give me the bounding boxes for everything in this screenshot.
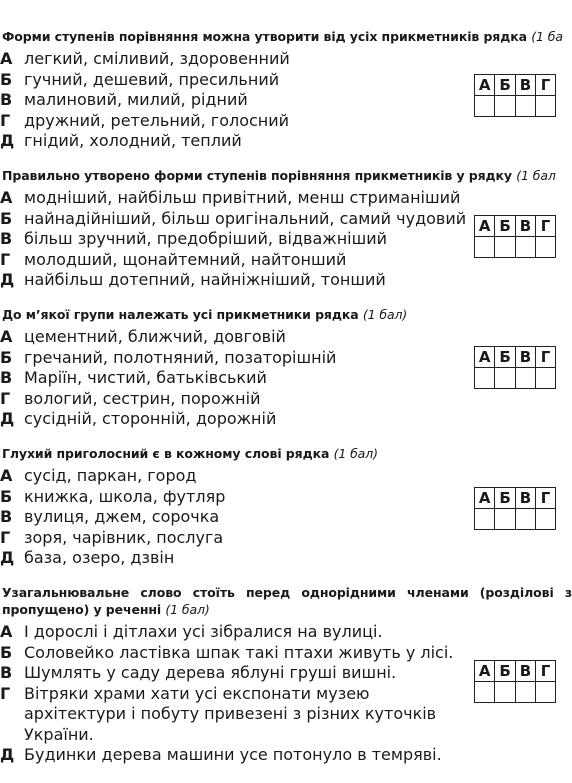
answer-cell[interactable] bbox=[495, 368, 515, 389]
option-a[interactable]: А сусід, паркан, город bbox=[0, 466, 197, 485]
option-d[interactable]: Г молодший, щонайтемний, найтонший bbox=[0, 249, 347, 269]
answer-cell[interactable] bbox=[495, 509, 515, 530]
option-c[interactable]: В Шумлять у саду дерева яблуні груші вишні. bbox=[0, 663, 397, 682]
grid-header-d: Г bbox=[536, 216, 556, 237]
answer-cell[interactable] bbox=[475, 368, 495, 389]
option-d[interactable]: Г Вітряки храми хати усі експонати музею архітектури і побуту привезені з різних куточків України. bbox=[0, 683, 437, 744]
question-title: Узагальнювальне слово стоїть перед однорідними членами (розділові з пропущено) у реченні (1 бал) bbox=[2, 585, 572, 617]
answer-cell[interactable] bbox=[515, 96, 535, 117]
option-d[interactable]: Г зоря, чарівник, послуга bbox=[0, 527, 224, 547]
question-5 bbox=[0, 584, 572, 766]
answer-cell[interactable] bbox=[536, 96, 556, 117]
answer-cell[interactable] bbox=[515, 368, 535, 389]
option-c[interactable]: В Маріїн, чистий, батьківський bbox=[0, 368, 267, 387]
grid-header-c: В bbox=[515, 347, 535, 368]
answer-cell[interactable] bbox=[475, 96, 495, 117]
answer-grid bbox=[474, 487, 556, 530]
grid-header-b: Б bbox=[495, 488, 515, 509]
answer-cell[interactable] bbox=[515, 509, 535, 530]
grid-header-a: А bbox=[475, 488, 495, 509]
answer-cell[interactable] bbox=[475, 682, 495, 703]
option-b[interactable]: Б найнадійніший, більш оригінальний, самий чудовий bbox=[0, 208, 467, 228]
grid-header-b: Б bbox=[495, 75, 515, 96]
grid-header-a: А bbox=[475, 75, 495, 96]
grid-header-b: Б bbox=[495, 661, 515, 682]
grid-header-d: Г bbox=[536, 347, 556, 368]
option-b[interactable]: Б Соловейко ластівка шпак такі птахи живуть у лісі. bbox=[0, 642, 454, 662]
option-c[interactable]: В малиновий, милий, рідний bbox=[0, 90, 248, 109]
option-e[interactable]: Д Будинки дерева машини усе потонуло в темряві. bbox=[0, 745, 442, 764]
answer-cell[interactable] bbox=[495, 682, 515, 703]
grid-header-a: А bbox=[475, 661, 495, 682]
grid-header-b: Б bbox=[495, 347, 515, 368]
option-e[interactable]: Д база, озеро, дзвін bbox=[0, 548, 175, 567]
answer-cell[interactable] bbox=[536, 509, 556, 530]
question-4 bbox=[0, 445, 556, 569]
answer-cell[interactable] bbox=[495, 237, 515, 258]
question-title: Правильно утворено форми ступенів порівняння прикметників у рядку (1 бал bbox=[2, 168, 556, 183]
answer-grid bbox=[474, 660, 556, 703]
answer-cell[interactable] bbox=[475, 237, 495, 258]
option-b[interactable]: Б гречаний, полотняний, позаторішній bbox=[0, 347, 337, 367]
grid-header-a: А bbox=[475, 347, 495, 368]
option-c[interactable]: В більш зручний, предобріший, відважніший bbox=[0, 229, 388, 248]
grid-header-c: В bbox=[515, 488, 535, 509]
answer-cell[interactable] bbox=[495, 96, 515, 117]
option-e[interactable]: Д сусідній, сторонній, дорожній bbox=[0, 409, 277, 428]
grid-header-d: Г bbox=[536, 488, 556, 509]
option-b[interactable]: Б гучний, дешевий, пресильний bbox=[0, 69, 280, 89]
answer-grid bbox=[474, 346, 556, 389]
answer-cell[interactable] bbox=[536, 682, 556, 703]
grid-header-c: В bbox=[515, 216, 535, 237]
option-d[interactable]: Г дружний, ретельний, голосний bbox=[0, 110, 290, 130]
option-a[interactable]: А цементний, ближчий, довговій bbox=[0, 327, 286, 346]
option-a[interactable]: А модніший, найбільш привітний, менш стриманіший bbox=[0, 188, 461, 207]
answer-cell[interactable] bbox=[536, 368, 556, 389]
question-3 bbox=[0, 306, 556, 430]
question-title: До м’якої групи належать усі прикметники рядка (1 бал) bbox=[2, 307, 408, 322]
grid-header-c: В bbox=[515, 661, 535, 682]
option-a[interactable]: А легкий, сміливий, здоровенний bbox=[0, 49, 290, 68]
option-e[interactable]: Д найбільш дотепний, найніжніший, тонший bbox=[0, 270, 386, 289]
option-c[interactable]: В вулиця, джем, сорочка bbox=[0, 507, 220, 526]
grid-header-c: В bbox=[515, 75, 535, 96]
answer-grid bbox=[474, 215, 556, 258]
option-a[interactable]: А І дорослі і дітлахи усі зібралися на вулиці. bbox=[0, 622, 383, 641]
question-1 bbox=[0, 28, 563, 152]
grid-header-d: Г bbox=[536, 661, 556, 682]
grid-header-b: Б bbox=[495, 216, 515, 237]
answer-cell[interactable] bbox=[515, 237, 535, 258]
grid-header-d: Г bbox=[536, 75, 556, 96]
answer-grid bbox=[474, 74, 556, 117]
option-e[interactable]: Д гнідий, холодний, теплий bbox=[0, 131, 242, 150]
answer-cell[interactable] bbox=[536, 237, 556, 258]
option-b[interactable]: Б книжка, школа, футляр bbox=[0, 486, 226, 506]
question-2 bbox=[0, 167, 556, 291]
grid-header-a: А bbox=[475, 216, 495, 237]
answer-cell[interactable] bbox=[515, 682, 535, 703]
option-d[interactable]: Г вологий, сестрин, порожній bbox=[0, 388, 261, 408]
question-title: Глухий приголосний є в кожному слові рядка (1 бал) bbox=[2, 446, 378, 461]
answer-cell[interactable] bbox=[475, 509, 495, 530]
question-title: Форми ступенів порівняння можна утворити від усіх прикметників рядка (1 ба bbox=[2, 29, 563, 44]
